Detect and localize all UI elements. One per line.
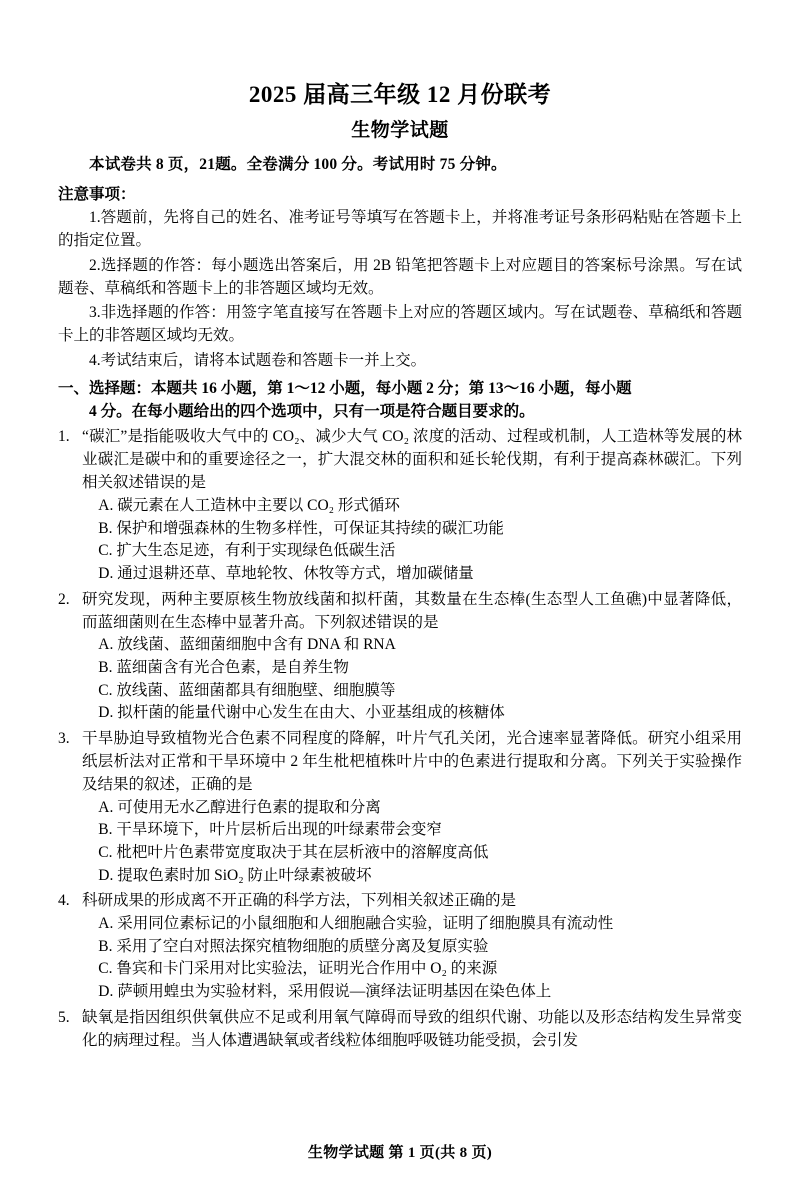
question-text: “碳汇”是指能吸收大气中的 CO₂、减少大气 CO₂ 浓度的活动、过程或机制，人工造林等发展的林业碳汇是碳中和的重要途径之一，扩大混交林的面积和延长轮伐期，有利于提高森林碳汇。下列相关叙述错误的是 [82,428,742,492]
question-option: C. 放线菌、蓝细菌都具有细胞壁、细胞膜等 [98,681,396,699]
question-option: A. 碳元素在人工造林中主要以 CO₂ 形式循环 [98,497,400,515]
question [58,728,742,797]
section-heading-line1: 一、选择题：本题共 16 小题，第 1～12 小题，每小题 2 分；第 13～16 小题，每小题 [58,379,632,397]
question-stem [58,890,742,913]
section-heading-line2: 4 分。在每小题给出的四个选项中，只有一项是符合题目要求的。 [89,403,535,420]
question-option: D. 拟杆菌的能量代谢中心发生在由大、小亚基组成的核糖体 [98,704,505,722]
question-option: C. 扩大生态足迹，有利于实现绿色低碳生活 [98,542,396,560]
question-number: 3. [58,729,70,747]
question-stem [58,728,742,797]
question-option: C. 鲁宾和卡门采用对比实验法，证明光合作用中 O₂ 的来源 [98,960,498,978]
notice-heading: 注意事项： [58,186,136,203]
question-number: 1. [58,428,70,446]
notice-item: 2.选择题的作答：每小题选出答案后，用 2B 铅笔把答题卡上对应题目的答案标号涂黑。写在试题卷、草稿纸和答题卡上的非答题区域均无效。 [58,256,742,297]
notice-item: 1.答题前，先将自己的姓名、准考证号等填写在答题卡上，并将准考证号条形码粘贴在答题卡上的指定位置。 [58,209,742,250]
question-stem [58,589,742,635]
question-text: 研究发现，两种主要原核生物放线菌和拟杆菌，其数量在生态棒(生态型人工鱼礁)中显著降低，而蓝细菌则在生态棒中显著升高。下列叙述错误的是 [82,590,742,631]
question-stem [58,1007,742,1053]
question-text: 缺氧是指因组织供氧供应不足或利用氧气障碍而导致的组织代谢、功能以及形态结构发生异常变化的病理过程。当人体遭遇缺氧或者线粒体细胞呼吸链功能受损，会引发 [82,1008,742,1049]
question-text: 科研成果的形成离不开正确的科学方法，下列相关叙述正确的是 [82,892,517,910]
question-number: 2. [58,590,70,608]
question-option: B. 干旱环境下，叶片层析后出现的叶绿素带会变窄 [98,821,442,839]
question-option: B. 保护和增强森林的生物多样性，可保证其持续的碳汇功能 [98,519,504,537]
exam-meta: 本试卷共 8 页，21题。全卷满分 100 分。考试用时 75 分钟。 [89,156,507,173]
page-title: 2025 届高三年级 12 月份联考 [248,82,552,107]
question-option: C. 枇杷叶片色素带宽度取决于其在层析液中的溶解度高低 [98,844,489,861]
page-footer: 生物学试题 第 1 页(共 8 页) [307,1145,493,1161]
question-text: 干旱胁迫导致植物光合色素不同程度的降解，叶片气孔关闭，光合速率显著降低。研究小组采用纸层析法对正常和干旱环境中 2 年生枇杷植株叶片中的色素进行提取和分离。下列关于实验操作及结果的叙述，正确的是 [82,729,742,793]
question-option: B. 蓝细菌含有光合色素，是自养生物 [98,659,349,677]
question [58,426,742,495]
question-number: 5. [58,1008,70,1026]
section-heading [58,377,742,424]
page-subtitle: 生物学试题 [351,120,449,141]
question-option: A. 采用同位素标记的小鼠细胞和人细胞融合实验，证明了细胞膜具有流动性 [98,915,614,933]
question-option: D. 萨顿用蝗虫为实验材料，采用假说—演绎法证明基因在染色体上 [98,983,552,1001]
question-option: D. 提取色素时加 SiO₂ 防止叶绿素被破坏 [98,866,372,884]
question-option: A. 放线菌、蓝细菌细胞中含有 DNA 和 RNA [98,636,396,654]
question-number: 4. [58,892,70,910]
question [58,890,742,913]
notice-item: 3.非选择题的作答：用签字笔直接写在答题卡上对应的答题区域内。写在试题卷、草稿纸和答题卡上的非答题区域均无效。 [58,304,742,345]
question [58,1007,742,1053]
question [58,589,742,635]
notice-item: 4.考试结束后，请将本试题卷和答题卡一并上交。 [89,351,427,369]
question-option: B. 采用了空白对照法探究植物细胞的质壁分离及复原实验 [98,937,489,955]
question-option: A. 可使用无水乙醇进行色素的提取和分离 [98,798,381,816]
question-option: D. 通过退耕还草、草地轮牧、休牧等方式，增加碳储量 [98,564,474,582]
question-stem [58,426,742,495]
